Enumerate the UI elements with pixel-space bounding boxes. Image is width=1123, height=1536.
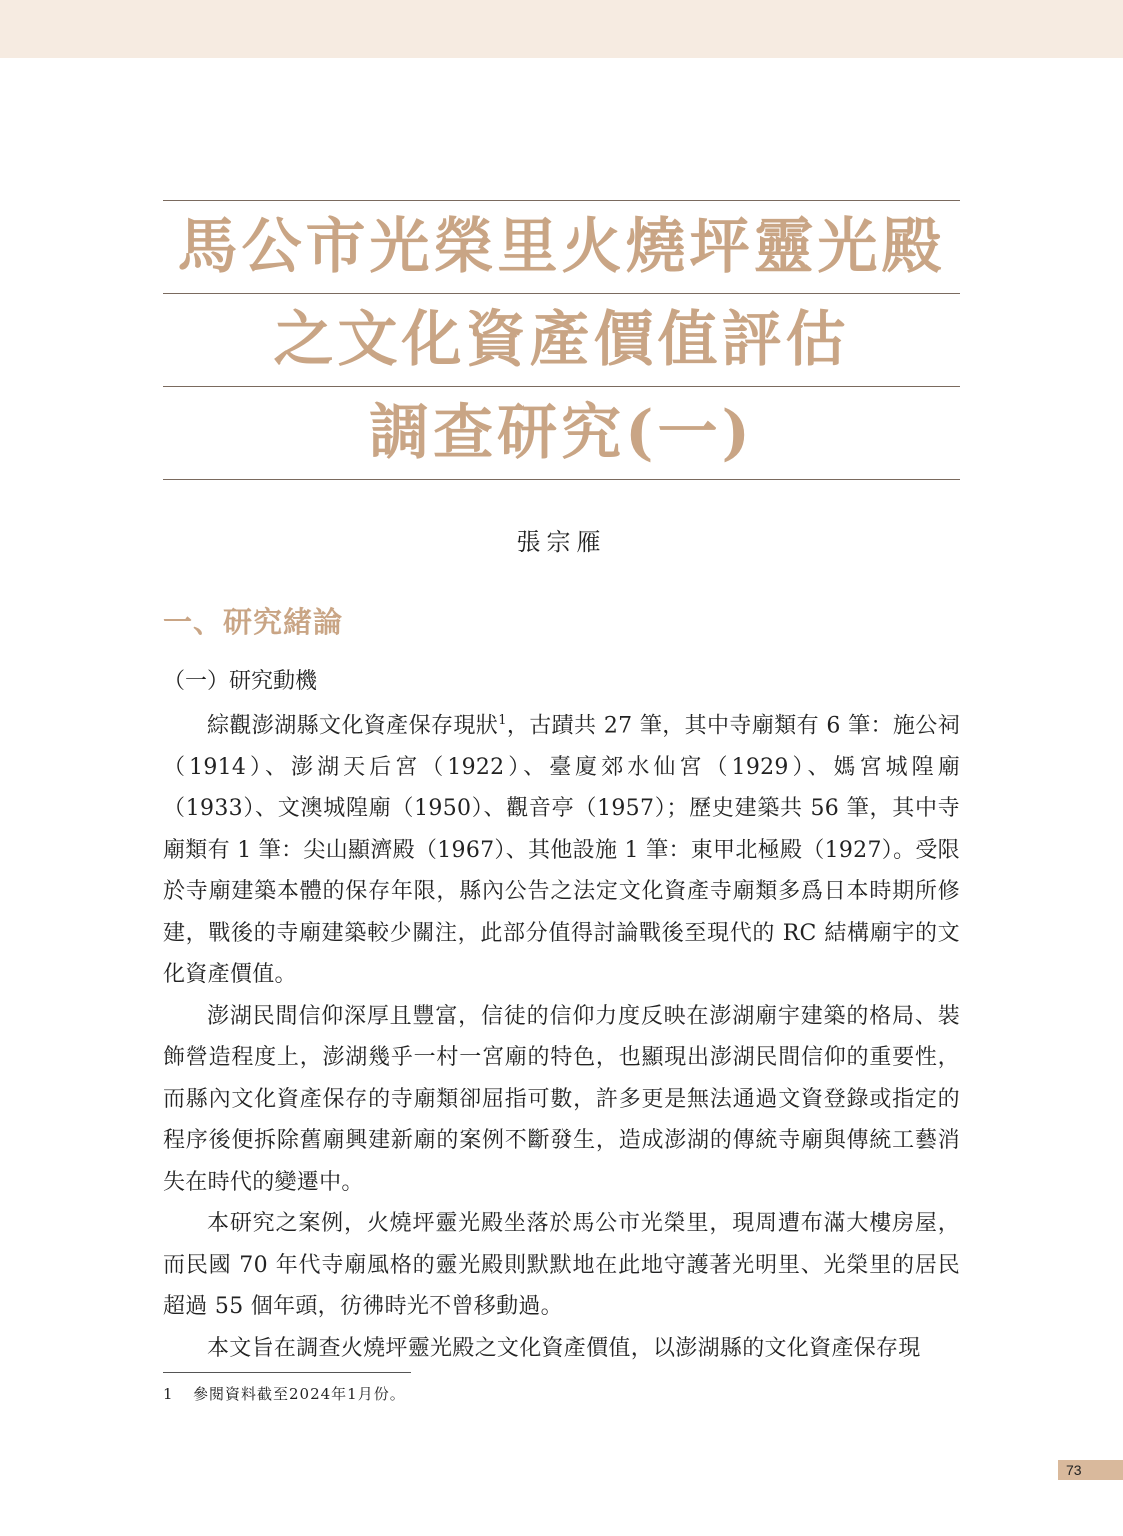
subsection-heading: （一）研究動機 bbox=[163, 669, 318, 694]
title-line-1: 馬公市光榮里火燒坪靈光殿 bbox=[177, 212, 946, 282]
footnote-text: 參閱資料截至2024年1月份。 bbox=[193, 1385, 406, 1403]
paragraph-2: 澎湖民間信仰深厚且豐富，信徒的信仰力度反映在澎湖廟宇建築的格局、裝飾營造程度上，澎湖幾乎一村一宮廟的特色，也顯現出澎湖民間信仰的重要性，而縣內文化資產保存的寺廟類卻屈指可數，許多更是無法通過文資登錄或指定的程序後便拆除舊廟興建新廟的案例不斷發生，造成澎湖的傳統寺廟與傳統工藝消失在時代的變遷中。 bbox=[163, 1003, 960, 1195]
footnote-separator bbox=[163, 1372, 411, 1373]
top-color-band bbox=[0, 0, 1123, 58]
title-line-3: 調查研究(一) bbox=[369, 398, 754, 468]
footnote-number: 1 bbox=[163, 1385, 174, 1403]
paragraph-4: 本文旨在調查火燒坪靈光殿之文化資產價值，以澎湖縣的文化資產保存現 bbox=[207, 1335, 921, 1361]
body-text bbox=[163, 700, 960, 1369]
paragraph-1-start: 綜觀澎湖縣文化資產保存現狀 bbox=[207, 713, 499, 739]
page-number: 73 bbox=[1058, 1460, 1123, 1480]
title-line-2: 之文化資產價值評估 bbox=[273, 305, 850, 375]
paragraph-1 bbox=[163, 700, 960, 996]
title-rule-bottom bbox=[163, 479, 960, 480]
footnote bbox=[163, 1383, 406, 1404]
section-heading: 一、研究緒論 bbox=[163, 605, 344, 639]
paragraph-3: 本研究之案例，火燒坪靈光殿坐落於馬公市光榮里，現周遭布滿大樓房屋，而民國 70 年代寺廟風格的靈光殿則默默地在此地守護著光明里、光榮里的居民超過 55 個年頭，彷彿時光不曾移動過。 bbox=[163, 1211, 960, 1320]
author-name: 張宗雁 bbox=[516, 528, 607, 556]
article-title bbox=[163, 200, 960, 480]
footnote-reference[interactable]: 1 bbox=[498, 713, 507, 728]
paragraph-1-rest: ，古蹟共 27 筆，其中寺廟類有 6 筆：施公祠（1914）、澎湖天后宮（1922）、臺廈郊水仙宮（1929）、媽宮城隍廟（1933）、文澳城隍廟（1950）、觀音亭（1957）；歷史建築共 56 筆，其中寺廟類有 1 筆：尖山顯濟殿（1967）、其他設施 1 筆：東甲北極殿（1927）。受限於寺廟建築本體的保存年限，縣內公告之法定文化資產寺廟類多爲日本時期所修建，戰後的寺廟建築較少關注，此部分值得討論戰後至現代的 RC 結構廟宇的文化資產價值。 bbox=[163, 713, 960, 988]
